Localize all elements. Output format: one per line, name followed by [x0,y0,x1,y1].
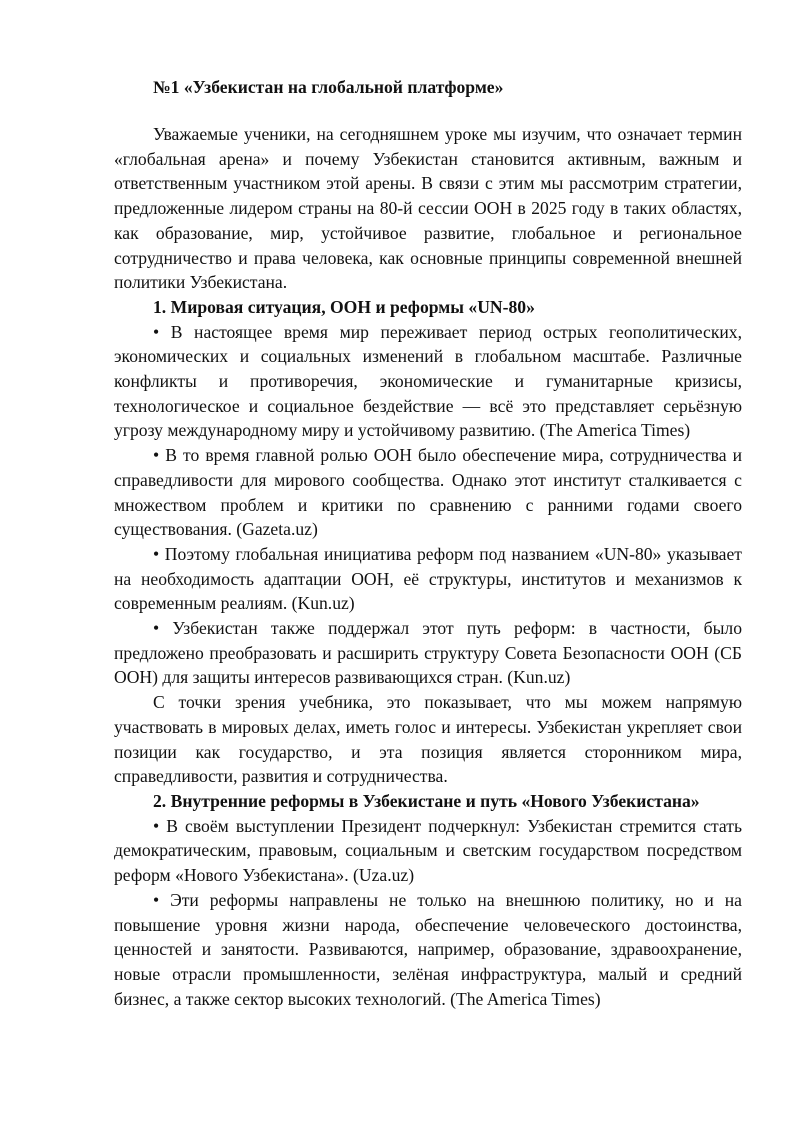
section-1-paragraph-2: • В то время главной ролью ООН было обеспечение мира, сотрудничества и справедливости для мирового сообщества. Однако этот институт сталкивается с множеством проблем и критики по сравнению с ранними годами своего существования. (Gazeta.uz) [114,445,742,540]
section-2-paragraph-2: • Эти реформы направлены не только на внешнюю политику, но и на повышение уровня жизни народа, обеспечение человеческого достоинства, ценностей и занятости. Развиваются, например, образование, здравоохранение, новые отрасли промышленности, зелёная инфраструктура, малый и средний бизнес, а также сектор высоких технологий. (The America Times) [114,889,742,1009]
section-2-paragraph-1: • В своём выступлении Президент подчеркнул: Узбекистан стремится стать демократическим, правовым, социальным и светским государством посредством реформ «Нового Узбекистана». (Uza.uz) [114,815,742,886]
section-1-paragraph-4: • Узбекистан также поддержал этот путь реформ: в частности, было предложено преобразовать и расширить структуру Совета Безопасности ООН (СБ ООН) для защиты интересов развивающихся стран. (Kun.uz) [114,618,742,688]
section-1-heading: 1. Мировая ситуация, ООН и реформы «UN-80» [153,296,535,317]
section-1-paragraph-5: С точки зрения учебника, это показывает, что мы можем напрямую участвовать в мировых делах, иметь голос и интересы. Узбекистан укрепляет свои позиции как государство, и эта позиция является сторонником мира, справедливости, развития и сотрудничества. [114,692,742,787]
section-2-heading: 2. Внутренние реформы в Узбекистане и путь «Нового Узбекистана» [153,790,700,811]
document-body [114,74,742,1011]
section-1-paragraph-3: • Поэтому глобальная инициатива реформ под названием «UN-80» указывает на необходимость адаптации ООН, её структуры, институтов и механизмов к современным реалиям. (Kun.uz) [114,543,742,614]
document-title: №1 «Узбекистан на глобальной платформе» [153,77,504,97]
intro-paragraph: Уважаемые ученики, на сегодняшнем уроке мы изучим, что означает термин «глобальная арена» и почему Узбекистан становится активным, важным и ответственным участником этой арены. В связи с этим мы рассмотрим стратегии, предложенные лидером страны на 80-й сессии ООН в 2025 году в таких областях, как образование, мир, устойчивое развитие, глобальное и региональное сотрудничество и права человека, как основные принципы современной внешней политики Узбекистана. [114,124,742,293]
section-1-paragraph-1: • В настоящее время мир переживает период острых геополитических, экономических и социальных изменений в глобальном масштабе. Различные конфликты и противоречия, экономические и гуманитарные кризисы, технологическое и социальное бездействие — всё это представляет серьёзную угрозу международному миру и устойчивому развитию. (The America Times) [114,321,742,441]
